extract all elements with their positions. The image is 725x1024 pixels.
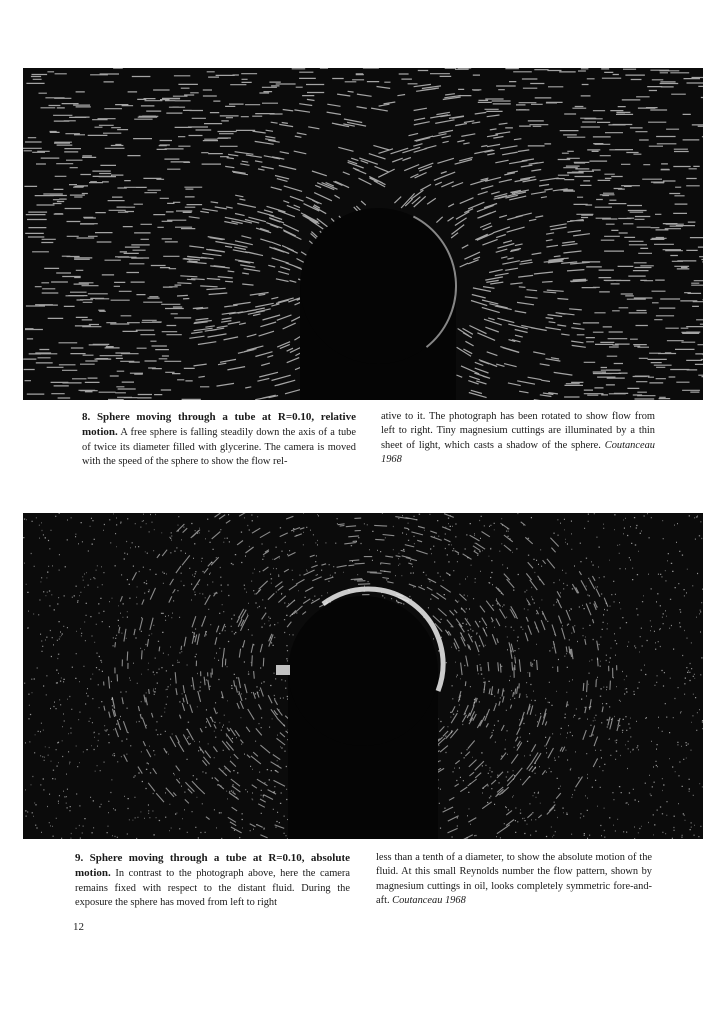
figure-9-flow-image [23,513,703,839]
figure-9-caption-right-text: less than a tenth of a diameter, to show the absolute motion of the fluid. At this small Reynolds number the flow pattern, shown by magnesium cuttings in oil, looks completely symmetric fore-and-aft. [376,852,652,907]
figure-8-title: 8. Sphere moving through a tube at R=0.10, relative motion. [82,411,356,439]
figure-8-credit: Coutanceau 1968 [381,439,655,466]
figure-8-caption-right-text: ative to it. The photograph has been rotated to show flow from left to right. Tiny magnesium cuttings are illuminated by a thin sheet of light, which casts a shadow of the sphere. [381,411,655,451]
figure-9-caption-right [376,851,652,909]
figure-9-photograph [23,513,703,839]
figure-8-caption-left [82,410,356,470]
figure-8-caption-left-text: A free sphere is falling steadily down the axis of a tube of twice its diameter filled with glycerine. The camera is moved with the speed of the sphere to show the flow rel- [82,427,356,468]
figure-9-credit: Coutanceau 1968 [392,895,466,907]
figure-9-caption-left-text: In contrast to the photograph above, here the camera remains fixed with respect to the distant fluid. During the exposure the sphere has moved from left to right [75,868,350,909]
figure-8-photograph [23,68,703,400]
page-number: 12 [73,921,84,933]
figure-9-title: 9. Sphere moving through a tube at R=0.10, absolute motion. [75,852,350,880]
figure-8-caption-right [381,410,655,468]
figure-8-flow-image [23,68,703,400]
figure-9-caption-left [75,851,350,911]
